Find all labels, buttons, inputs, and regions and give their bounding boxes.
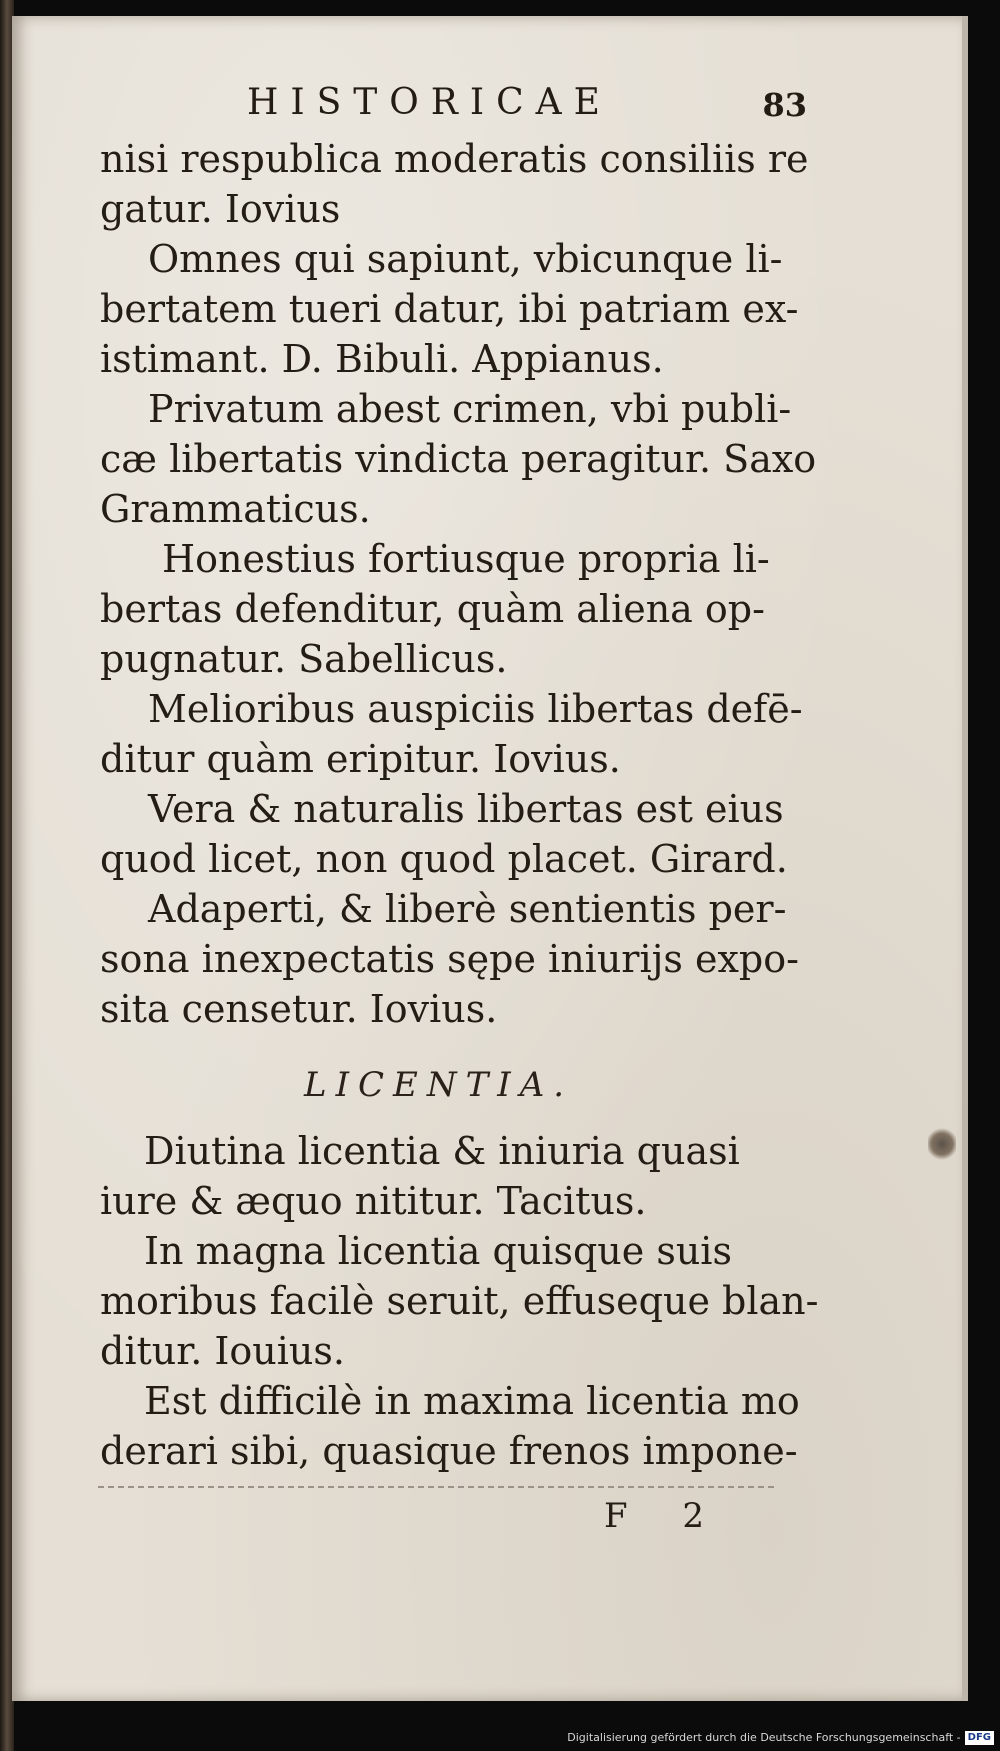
text-line: derari sibi, quasique frenos impone- — [100, 1429, 798, 1473]
text-line: pugnatur. Sabellicus. — [100, 637, 508, 681]
text-line: sita censetur. Iovius. — [100, 987, 498, 1031]
credit-text: Digitalisierung gefördert durch die Deutsche Forschungsgemeinschaft - — [567, 1731, 961, 1744]
digitization-credit — [567, 1729, 994, 1747]
text-line: quod licet, non quod placet. Girard. — [100, 837, 788, 881]
text-line: bertatem tueri datur, ibi patriam ex- — [100, 287, 799, 331]
text-line: bertas defenditur, quàm aliena op- — [100, 587, 765, 631]
page-header — [247, 82, 807, 132]
text-line: iure & æquo nititur. Tacitus. — [100, 1179, 647, 1223]
text-line: Adaperti, & liberè sentientis per- — [148, 887, 787, 931]
text-line: Grammaticus. — [100, 487, 371, 531]
text-line: nisi respublica moderatis consiliis re — [100, 137, 809, 181]
catchword-rule — [98, 1486, 774, 1490]
text-line: Omnes qui sapiunt, vbicunque li- — [148, 237, 783, 281]
text-line: Est difficilè in maxima licentia mo — [144, 1379, 800, 1423]
running-head: HISTORICAE — [247, 82, 612, 123]
text-line: ditur quàm eripitur. Iovius. — [100, 737, 621, 781]
ink-blot — [928, 1128, 956, 1160]
text-line: Privatum abest crimen, vbi publi- — [148, 387, 792, 431]
text-line: gatur. Iovius — [100, 187, 341, 231]
text-line: sona inexpectatis sępe iniurijs expo- — [100, 937, 799, 981]
text-block-licentia — [100, 1126, 819, 1476]
text-line: In magna licentia quisque suis — [144, 1229, 732, 1273]
text-line: Vera & naturalis libertas est eius — [148, 787, 784, 831]
book-page — [12, 16, 968, 1701]
text-line: ditur. Iouius. — [100, 1329, 345, 1373]
page-number: 83 — [762, 86, 807, 124]
dfg-logo-icon: DFG — [965, 1731, 994, 1745]
text-line: Melioribus auspiciis libertas defē- — [148, 687, 803, 731]
section-heading: LICENTIA. — [304, 1065, 574, 1105]
text-line: istimant. D. Bibuli. Appianus. — [100, 337, 664, 381]
text-line: cæ libertatis vindicta peragitur. Saxo — [100, 437, 817, 481]
text-line: Diutina licentia & iniuria quasi — [144, 1129, 740, 1173]
text-block-liberty — [100, 134, 817, 1034]
text-line: Honestius fortiusque propria li- — [162, 537, 770, 581]
signature-mark: F 2 — [604, 1496, 727, 1536]
text-line: moribus facilè seruit, effuseque blan- — [100, 1279, 819, 1323]
